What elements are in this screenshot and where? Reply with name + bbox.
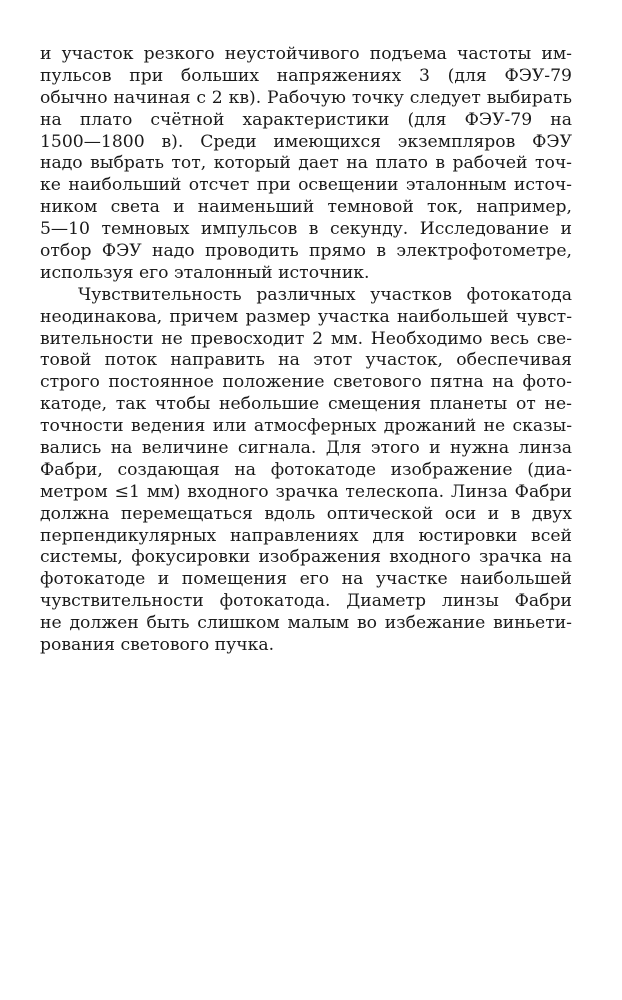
text-line: чувствительности фотокатода. Диаметр линзы Фабри bbox=[40, 591, 572, 612]
text-line: отбор ФЭУ надо проводить прямо в электрофотометре, bbox=[40, 241, 572, 262]
text-line: пульсов при больших напряжениях 3 (для ФЭУ-79 bbox=[40, 65, 572, 86]
text-line: надо выбрать тот, который дает на плато в рабочей точ- bbox=[40, 153, 572, 174]
text-line: вались на величине сигнала. Для этого и нужна линза bbox=[40, 438, 572, 459]
text-line: метром ≤1 мм) входного зрачка телескопа. Линза Фабри bbox=[40, 481, 572, 502]
text-line: точности ведения или атмосферных дрожаний не сказы- bbox=[40, 416, 572, 437]
text-line: рования светового пучка. bbox=[40, 635, 275, 656]
text-line: Чувствительность различных участков фотокатода bbox=[78, 284, 572, 305]
text-line: товой поток направить на этот участок, обеспечивая bbox=[40, 350, 572, 371]
text-line: используя его эталонный источник. bbox=[40, 262, 370, 283]
text-line: не должен быть слишком малым во избежание виньети- bbox=[40, 613, 572, 634]
text-line: должна перемещаться вдоль оптической оси и в двух bbox=[40, 503, 572, 524]
text-line: Фабри, создающая на фотокатоде изображение (диа- bbox=[40, 459, 572, 480]
text-line: строго постоянное положение светового пятна на фото- bbox=[40, 372, 572, 393]
text-line: фотокатоде и помещения его на участке наибольшей bbox=[40, 569, 572, 590]
text-line: неодинакова, причем размер участка наибольшей чувст- bbox=[40, 306, 572, 327]
text-line: вительности не превосходит 2 мм. Необходимо весь све- bbox=[40, 328, 572, 349]
text-line: катоде, так чтобы небольшие смещения планеты от не- bbox=[40, 394, 572, 415]
text-line: ником света и наименьший темновой ток, например, bbox=[40, 197, 572, 218]
text-line: и участок резкого неустойчивого подъема частоты им- bbox=[40, 44, 572, 64]
text-line: обычно начиная с 2 кв). Рабочую точку следует выбирать bbox=[40, 87, 572, 108]
text-line: 1500—1800 в). Среди имеющихся экземпляров ФЭУ bbox=[40, 131, 572, 152]
text-line: системы, фокусировки изображения входного зрачка на bbox=[40, 547, 572, 568]
body-text bbox=[40, 44, 572, 657]
text-line: на плато счётной характеристики (для ФЭУ-79 на bbox=[40, 109, 572, 130]
text-line: 5—10 темновых импульсов в секунду. Исследование и bbox=[40, 219, 572, 240]
text-line: перпендикулярных направлениях для юстировки всей bbox=[40, 525, 572, 546]
text-line: ке наибольший отсчет при освещении эталонным источ- bbox=[40, 175, 572, 196]
